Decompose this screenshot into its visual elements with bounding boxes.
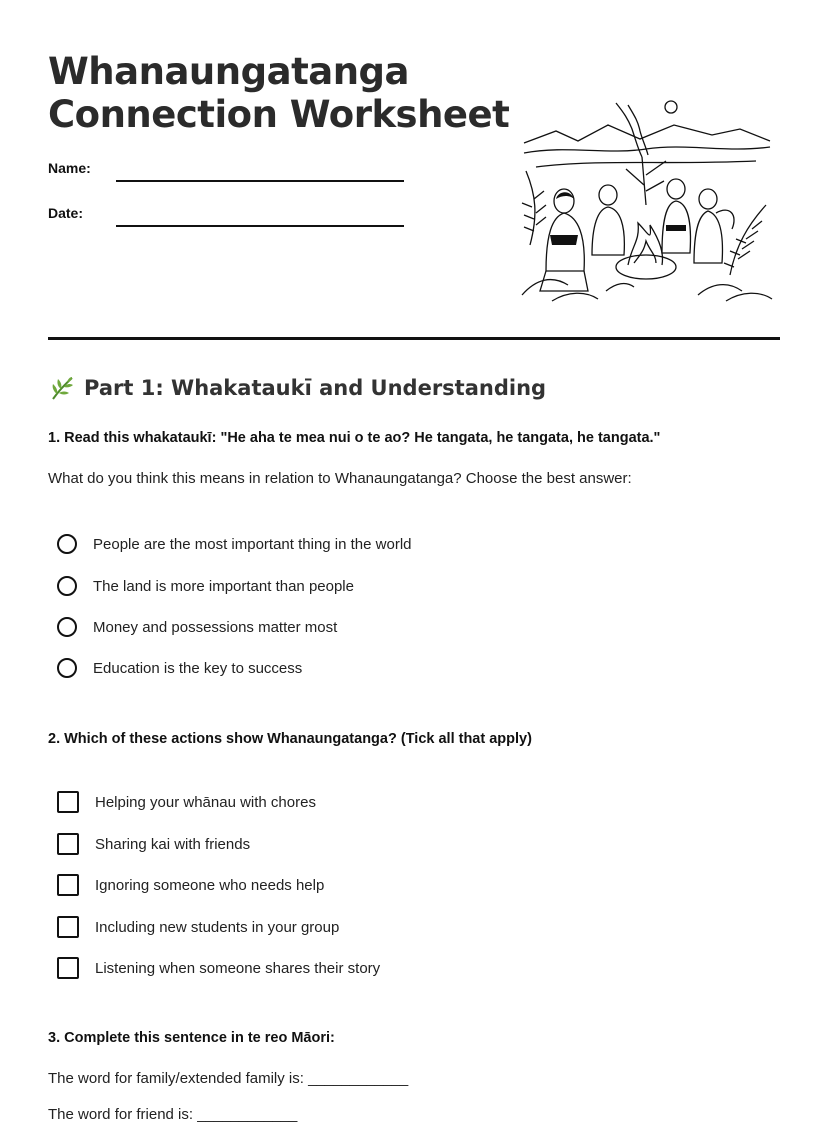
q2-option-label: Including new students in your group	[95, 918, 340, 936]
section-divider	[48, 337, 780, 340]
checkbox[interactable]	[57, 791, 79, 813]
figure-head-2	[599, 185, 617, 205]
gathering-illustration	[516, 95, 776, 305]
name-field[interactable]	[116, 180, 404, 182]
q2-option-1[interactable]	[57, 790, 316, 814]
figure-skirt-1	[540, 271, 588, 291]
foreground-leaves-right	[698, 285, 772, 301]
tree-trunk	[642, 157, 646, 205]
question-3-prompt: 3. Complete this sentence in te reo Māori:	[48, 1030, 335, 1046]
q1-option-label: Money and possessions matter most	[93, 618, 338, 636]
question-1-instruction: What do you think this means in relation to Whanaungatanga? Choose the best answer:	[48, 470, 632, 487]
q1-option-2[interactable]	[57, 574, 354, 598]
radio-button[interactable]	[57, 576, 77, 596]
question-1-prompt: 1. Read this whakataukī: "He aha te mea nui o te ao? He tangata, he tangata, he tangata."	[48, 430, 661, 446]
question-3-line-1: The word for family/extended family is: ____________	[48, 1070, 409, 1087]
q2-option-5[interactable]	[57, 956, 380, 980]
checkbox[interactable]	[57, 916, 79, 938]
question-2-prompt: 2. Which of these actions show Whanaungatanga? (Tick all that apply)	[48, 731, 532, 747]
question-3-line-2: The word for friend is: ____________	[48, 1106, 298, 1123]
title-line-2: Connection Worksheet	[48, 93, 510, 136]
figure-head-3	[667, 179, 685, 199]
q1-option-label: Education is the key to success	[93, 659, 303, 677]
q1-option-1[interactable]	[57, 532, 412, 556]
q2-option-label: Ignoring someone who needs help	[95, 876, 325, 894]
fern-right	[730, 205, 766, 275]
fire-inner	[634, 241, 656, 263]
checkbox[interactable]	[57, 833, 79, 855]
q1-option-label: The land is more important than people	[93, 577, 354, 595]
fire-ring	[616, 255, 676, 279]
mountain-range	[524, 125, 770, 143]
date-label: Date:	[48, 205, 84, 221]
name-label: Name:	[48, 160, 91, 176]
checkbox[interactable]	[57, 957, 79, 979]
figure-arm-4	[716, 210, 734, 229]
q2-option-label: Helping your whānau with chores	[95, 793, 316, 811]
q1-option-4[interactable]	[57, 656, 302, 680]
ground-line	[536, 161, 756, 167]
tree-branches	[626, 161, 666, 191]
q1-option-label: People are the most important thing in the world	[93, 535, 412, 553]
q2-option-3[interactable]	[57, 873, 324, 897]
q1-option-3[interactable]	[57, 615, 337, 639]
q2-option-label: Listening when someone shares their story	[95, 959, 381, 977]
part-1-heading-text: Part 1: Whakataukī and Understanding	[84, 376, 547, 400]
figure-pattern-3	[666, 225, 686, 231]
radio-button[interactable]	[57, 617, 77, 637]
part-1-heading	[48, 374, 546, 402]
fern-right-fronds	[724, 221, 762, 267]
foreground-leaf-center	[606, 284, 634, 291]
date-field[interactable]	[116, 225, 404, 227]
figure-pattern-1	[550, 235, 578, 245]
fern-leaf-icon	[48, 374, 76, 402]
figure-head-4	[699, 189, 717, 209]
fern-left	[526, 171, 535, 245]
q2-option-4[interactable]	[57, 915, 339, 939]
checkbox[interactable]	[57, 874, 79, 896]
title-line-1: Whanaungatanga	[48, 50, 410, 93]
q2-option-2[interactable]	[57, 832, 250, 856]
figure-body-2	[592, 207, 624, 255]
figure-body-4	[694, 211, 722, 263]
radio-button[interactable]	[57, 534, 77, 554]
q2-option-label: Sharing kai with friends	[95, 835, 251, 853]
page-title	[48, 50, 509, 136]
radio-button[interactable]	[57, 658, 77, 678]
moon-icon	[665, 101, 677, 113]
